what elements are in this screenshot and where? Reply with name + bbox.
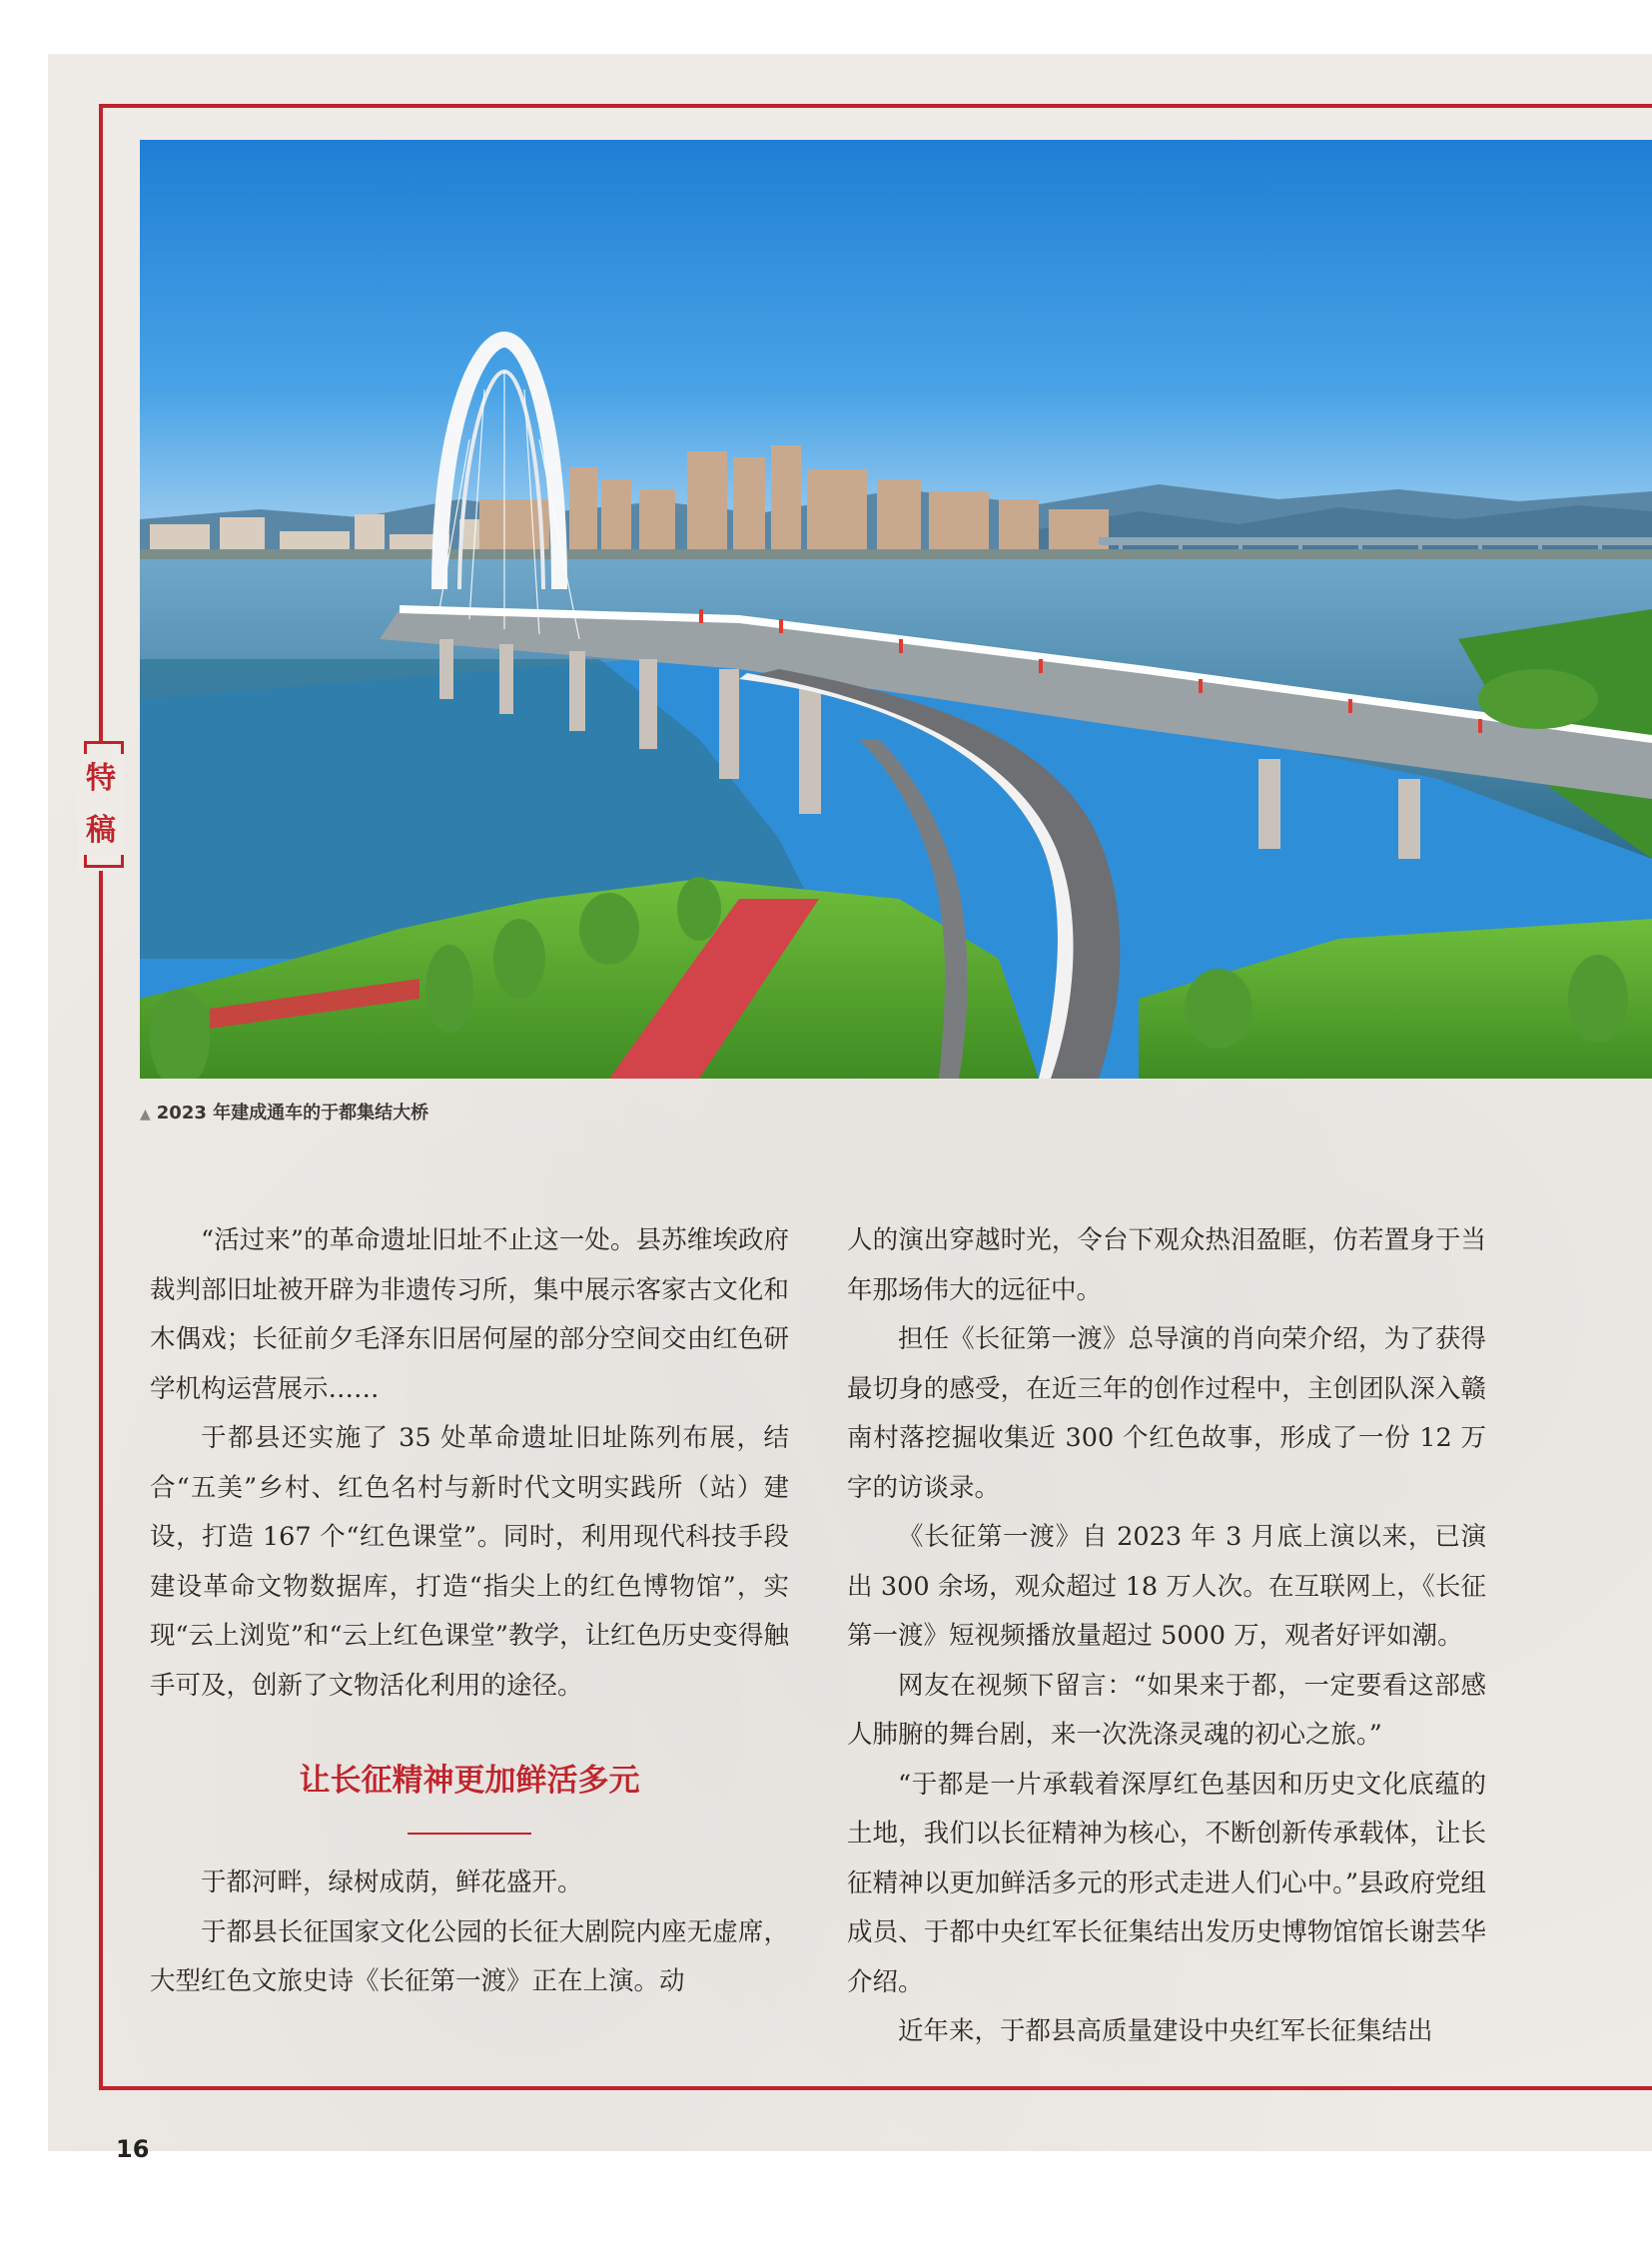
body-paragraph: 网友在视频下留言：“如果来于都，一定要看这部感人肺腑的舞台剧，来一次洗涤灵魂的初心之旅。” bbox=[847, 1670, 1486, 1750]
frame-top-line bbox=[99, 104, 1652, 108]
caption-triangle-icon: ▲ bbox=[140, 1107, 151, 1122]
section-heading: 让长征精神更加鲜活多元 bbox=[299, 1763, 640, 1799]
body-paragraph: 于都县长征国家文化公园的长征大剧院内座无虚席，大型红色文旅史诗《长征第一渡》正在上演。动 bbox=[150, 1916, 789, 1996]
body-paragraph: 于都河畔，绿树成荫，鲜花盛开。 bbox=[201, 1868, 583, 1897]
body-paragraph: 担任《长征第一渡》总导演的肖向荣介绍，为了获得最切身的感受，在近三年的创作过程中，主创团队深入赣南村落挖掘收集近 300 个红色故事，形成了一份 12 万字的访谈录。 bbox=[847, 1324, 1486, 1503]
right-column bbox=[847, 1216, 1486, 2057]
section-tag-bracket-bottom bbox=[84, 855, 124, 868]
bridge-photo bbox=[140, 140, 1652, 1079]
frame-bottom-line bbox=[99, 2086, 1652, 2090]
body-paragraph: “活过来”的革命遗址旧址不止这一处。县苏维埃政府裁判部旧址被开辟为非遗传习所，集中展示客家古文化和木偶戏；长征前夕毛泽东旧居何屋的部分空间交由红色研学机构运营展示…… bbox=[150, 1225, 789, 1404]
body-paragraph: 近年来，于都县高质量建设中央红军长征集结出 bbox=[898, 2016, 1433, 2046]
body-paragraph: 于都县还实施了 35 处革命遗址旧址陈列布展，结合“五美”乡村、红色名村与新时代文明实践所（站）建设，打造 167 个“红色课堂”。同时，利用现代科技手段建设革命文物数据库，打造“指尖上的红色博物馆”，实现“云上浏览”和“云上红色课堂”教学，让红色历史变得触手可及，创新了文物活化利用的途径。 bbox=[150, 1423, 789, 1701]
left-column bbox=[150, 1216, 789, 2007]
bridge-photo-illustration bbox=[140, 140, 1652, 1079]
frame-left-line bbox=[99, 104, 103, 2090]
section-tag-char-1: 特 bbox=[86, 761, 116, 796]
photo-caption-text: 2023 年建成通车的于都集结大桥 bbox=[156, 1103, 429, 1123]
section-tag-char-2: 稿 bbox=[86, 813, 116, 848]
section-tag-bracket-top bbox=[84, 741, 124, 754]
body-paragraph-continuation: 人的演出穿越时光，令台下观众热泪盈眶，仿若置身于当年那场伟大的远征中。 bbox=[847, 1225, 1486, 1305]
photo-caption bbox=[140, 1099, 428, 1124]
heading-underline bbox=[408, 1833, 531, 1835]
body-paragraph: 《长征第一渡》自 2023 年 3 月底上演以来，已演出 300 余场，观众超过 18 万人次。在互联网上，《长征第一渡》短视频播放量超过 5000 万，观者好评如潮。 bbox=[847, 1522, 1486, 1651]
page-number: 16 bbox=[116, 2135, 150, 2163]
body-paragraph: “于都是一片承载着深厚红色基因和历史文化底蕴的土地，我们以长征精神为核心，不断创新传承载体，让长征精神以更加鲜活多元的形式走进人们心中。”县政府党组成员、于都中央红军长征集结出发历史博物馆馆长谢芸华介绍。 bbox=[847, 1769, 1486, 1997]
